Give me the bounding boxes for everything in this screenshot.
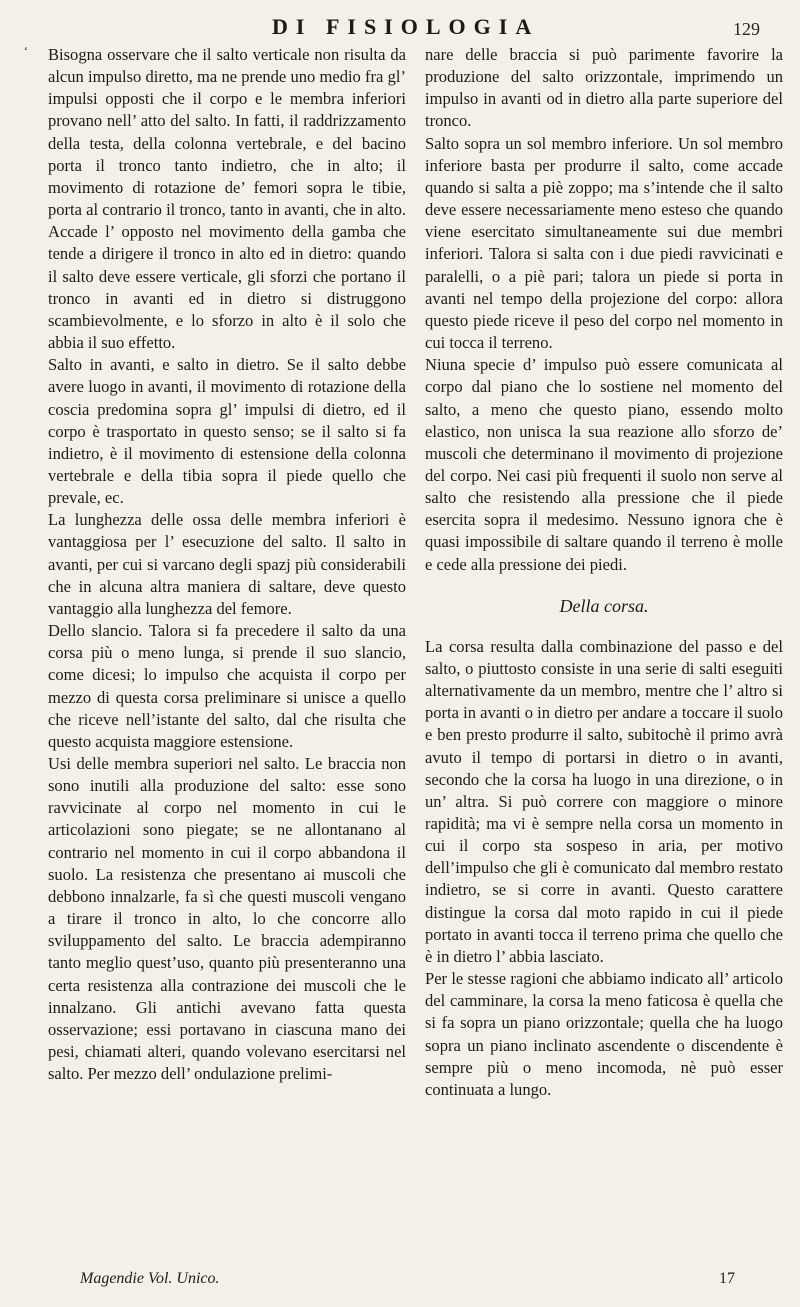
- left-paragraph-1: Bisogna osservare che il salto verticale non risulta da alcun impulso diretto, ma ne prende uno medio fra gl’ impulsi opposti che il corpo e le membra inferiori provano nell’ atto del salto. In fatti, il raddrizzamento della testa, della colonna vertebrale, e del bacino porta il tronco tanto indietro, che in alto; il movimento di rotazione de’ femori sopra le tibie, porta al contrario il tronco, tanto in avanti, che in alto. Accade l’ opposto nel movimento della gamba che tende a dirigere il tronco in alto ed in dietro: quando il salto deve essere verticale, gli sforzi che portano il tronco in avanti ed in dietro si distruggono scambievolmente, e lo sforzo in alto è il solo che abbia il suo effetto.: [48, 45, 406, 353]
- footer-number: 17: [719, 1270, 735, 1287]
- page-title: DI FISIOLOGIA: [272, 14, 540, 39]
- right-paragraph-2: Salto sopra un sol membro inferiore. Un sol membro inferiore basta per produrre il salto, come accade quando si salta a piè zoppo; ma s’intende che il salto deve essere necessariamente meno esteso che quando viene esercitato simultaneamente sui due membri inferiori. Talora si salta con i due piedi ravvicinati e paralelli, o a piè pari; talora un piede si porta in avanti nel tempo della projezione del corpo: allora questo piede riceve il peso del corpo nel momento in cui tocca il terreno.: [425, 133, 783, 353]
- text-columns: [22, 44, 783, 1291]
- right-paragraph-4: La corsa resulta dalla combinazione del passo e del salto, o piuttosto consiste in una serie di salti eseguiti alternativamente da un membro, mentre che l’ altro si porta in avanti o in dietro per andare a toccare il suolo e ben presto produrre il salto, subitochè il primo avrà avuto il tempo di portarsi in dietro o in avanti, secondo che la corsa ha luogo in una direzione, o in un’ altra. Si può correre con maggiore o minore rapidità; ma vi è sempre nella corsa un momento in cui il corpo sta sospeso in aria, per motivo dell’impulso che gli è comunicato dal membro restato indietro, se si corre in avanti. Questo carattere distingue la corsa dal moto rapido in cui il piede portato in avanti tocca il terreno prima che quello che è in dietro l’ abbia lasciato.: [425, 636, 783, 966]
- margin-mark: ‘: [24, 44, 28, 58]
- left-paragraph-5: Usi delle membra superiori nel salto. Le braccia non sono inutili alla produzione del salto: esse sono ravvicinate al corpo nel momento in cui le articolazioni sono piegate; se ne allontanano al contrario nel momento in cui il corpo abbandona il suolo. La resistenza che presentano ai muscoli che debbono innalzarle, fa sì che questi muscoli vengano a tirare il tronco in alto, lo che concorre allo sviluppamento del salto. Le braccia adempiranno tanto meglio quest’uso, quanto più presenteranno una certa resistenza alla contrazione dei muscoli che le innalzano. Gli antichi avevano fatta questa osservazione; essi portavano in ciascuna mano dei pesi, chiamati alteri, quando volevano esercitarsi nel salto. Per mezzo dell’ ondulazione prelimi-: [48, 754, 406, 1084]
- left-column: [48, 44, 406, 1085]
- section-title: Della corsa.: [559, 595, 649, 616]
- left-paragraph-2: Salto in avanti, e salto in dietro. Se il salto debbe avere luogo in avanti, il movimento di rotazione della coscia predomina sopra gl’ impulsi di dietro, ed il corpo è trasportato in questo senso; se il salto si fa indietro, è il movimento di estensione della colonna vertebrale e della tibia sopra il piede quello che prevale, ec.: [48, 355, 406, 508]
- right-paragraph-1: nare delle braccia si può parimente favorire la produzione del salto orizzontale, imprimendo un impulso in avanti od in dietro alla parte superiore del tronco.: [425, 45, 783, 131]
- left-paragraph-3: La lunghezza delle ossa delle membra inferiori è vantaggiosa per l’ esecuzione del salto. Il salto in avanti, per cui si varcano degli spazj più considerabili che in alcuna altra maniera di saltare, deve questo vantaggio alla lunghezza del femore.: [48, 510, 406, 618]
- right-column: [425, 44, 783, 1101]
- right-paragraph-3: Niuna specie d’ impulso può essere comunicata al corpo dal piano che lo sostiene nel momento del salto, a meno che questo piano, essendo molto elastico, non unisca la sua reazione allo sforzo de’ muscoli che determinano il movimento di projezione del corpo. Nei casi più frequenti il suolo non serve al salto che resistendo alla pressione che il piede esercita sopra il medesimo. Nessuno ignora che è quasi impossibile di saltare quando il terreno è molle e cede alla pressione dei piedi.: [425, 355, 783, 574]
- footer-signature: Magendie Vol. Unico.: [80, 1270, 220, 1287]
- running-head: [22, 10, 778, 40]
- right-paragraph-5: Per le stesse ragioni che abbiamo indicato all’ articolo del camminare, la corsa la meno faticosa è quella che si fa sopra un piano orizzontale; quella che ha luogo sopra un piano inclinato ascendente o discendente è sempre più o meno incomoda, nè può esser continuata a lungo.: [425, 969, 783, 1099]
- left-paragraph-4: Dello slancio. Talora si fa precedere il salto da una corsa più o meno lunga, si prende il suo slancio, come dicesi; lo impulso che acquista il corpo per mezzo di questa corsa preliminare si unisce a quello che riceve nell’istante del salto, dal che risulta che questo acquista maggiore estensione.: [48, 621, 406, 751]
- left-column-text: [48, 44, 406, 1085]
- right-column-text: [425, 44, 783, 1101]
- page-number: 129: [733, 19, 760, 39]
